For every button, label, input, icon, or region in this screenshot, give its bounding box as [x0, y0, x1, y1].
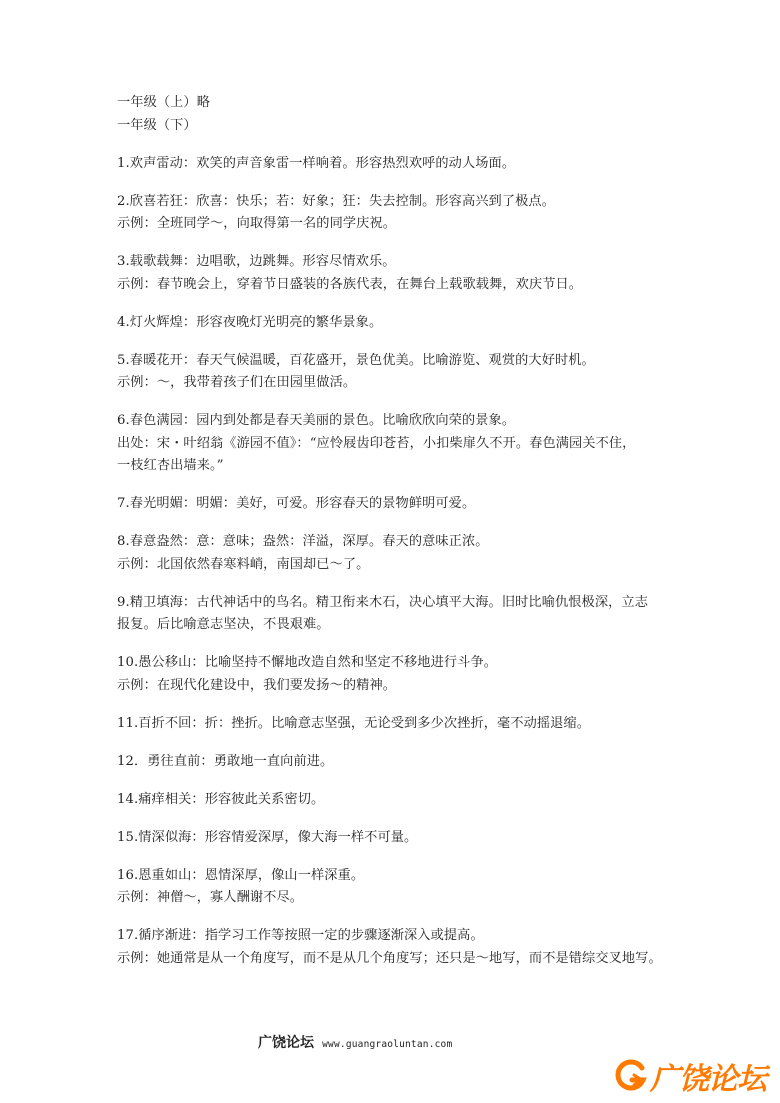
idiom-entry	[117, 312, 677, 335]
idiom-definition: 17.循序渐进：指学习工作等按照一定的步骤逐渐深入或提高。	[117, 928, 484, 943]
idiom-entry	[117, 827, 677, 850]
idiom-entry	[117, 789, 677, 812]
idiom-detail: 报复。后比喻意志坚决，不畏艰难。	[117, 617, 330, 632]
idiom-entry	[117, 350, 677, 395]
idiom-detail: 示例：神僧～，寡人酬谢不尽。	[117, 890, 304, 905]
spacer	[117, 137, 677, 153]
idiom-definition: 11.百折不回：折：挫折。比喻意志坚强，无论受到多少次挫折，毫不动摇退缩。	[117, 715, 591, 731]
idiom-entry	[117, 410, 677, 478]
idiom-definition: 9.精卫填海：古代神话中的鸟名。精卫衔来木石，决心填平大海。旧时比喻仇恨极深，立志	[117, 594, 648, 610]
idiom-detail: 示例：～，我带着孩子们在田园里做活。	[117, 375, 357, 390]
idiom-entry	[117, 925, 677, 970]
idiom-definition: 4.灯火辉煌：形容夜晚灯光明亮的繁华景象。	[117, 314, 383, 330]
idiom-entry	[117, 531, 677, 576]
idiom-detail: 示例：全班同学～，向取得第一名的同学庆祝。	[117, 216, 397, 231]
grade-heading-lower: 一年级（下）	[117, 117, 197, 133]
document-body	[117, 92, 677, 986]
idiom-definition: 6.春色满园：园内到处都是春天美丽的景色。比喻欣欣向荣的景象。	[117, 413, 516, 428]
footer	[258, 1032, 452, 1052]
idiom-detail: 示例：春节晚会上，穿着节日盛装的各族代表，在舞台上载歌载舞，欢庆节日。	[117, 276, 583, 292]
idiom-definition: 10.愚公移山：比喻坚持不懈地改造自然和坚定不移地进行斗争。	[117, 655, 498, 670]
idiom-definition: 1.欢声雷动：欢笑的声音象雷一样响着。形容热烈欢呼的动人场面。	[117, 155, 516, 171]
footer-site-name: 广饶论坛	[258, 1035, 314, 1051]
idiom-detail: 示例：她通常是从一个角度写，而不是从几个角度写；还只是～地写，而不是错综交叉地写。	[117, 950, 662, 966]
idiom-detail: 示例：北国依然春寒料峭，南国却已～了。	[117, 556, 370, 572]
idiom-entry	[117, 751, 677, 774]
idiom-detail: 示例：在现代化建设中，我们要发扬～的精神。	[117, 677, 397, 693]
logo-text: 广饶论坛	[650, 1062, 766, 1097]
idiom-entry	[117, 191, 677, 236]
idiom-definition: 3.载歌载舞：边唱歌，边跳舞。形容尽情欢乐。	[117, 254, 396, 269]
idiom-entry	[117, 592, 677, 637]
swirl-g-icon	[612, 1058, 648, 1094]
idiom-definition: 15.情深似海：形容情爱深厚，像大海一样不可量。	[117, 829, 418, 845]
idiom-list	[117, 153, 677, 971]
idiom-detail: 一枝红杏出墙来。”	[117, 458, 224, 473]
idiom-definition: 14.痛痒相关：形容彼此关系密切。	[117, 791, 325, 807]
idiom-entry	[117, 713, 677, 736]
idiom-entry	[117, 652, 677, 697]
brand-logo	[612, 1056, 766, 1096]
idiom-entry	[117, 251, 677, 296]
idiom-entry	[117, 153, 677, 176]
idiom-definition: 5.春暖花开：春天气候温暖，百花盛开，景色优美。比喻游览、观赏的大好时机。	[117, 352, 595, 368]
idiom-definition: 7.春光明媚：明媚：美好，可爱。形容春天的景物鲜明可爱。	[117, 496, 476, 511]
footer-site-url[interactable]: www.guangraoluntan.com	[322, 1039, 453, 1050]
grade-heading-upper: 一年级（上）略	[117, 95, 211, 110]
idiom-detail: 出处：宋・叶绍翁《游园不值》：“应怜屐齿印苍苔，小扣柴扉久不开。春色满园关不住，	[117, 435, 636, 451]
idiom-definition: 2.欣喜若狂：欣喜：快乐；若：好象；狂：失去控制。形容高兴到了极点。	[117, 193, 555, 209]
idiom-definition: 8.春意盎然：意：意味；盎然：洋溢，深厚。春天的意味正浓。	[117, 534, 489, 549]
idiom-entry	[117, 865, 677, 910]
idiom-definition: 16.恩重如山：恩情深厚，像山一样深重。	[117, 867, 365, 883]
idiom-definition: 12．勇往直前：勇敢地一直向前进。	[117, 753, 334, 769]
idiom-entry	[117, 493, 677, 516]
